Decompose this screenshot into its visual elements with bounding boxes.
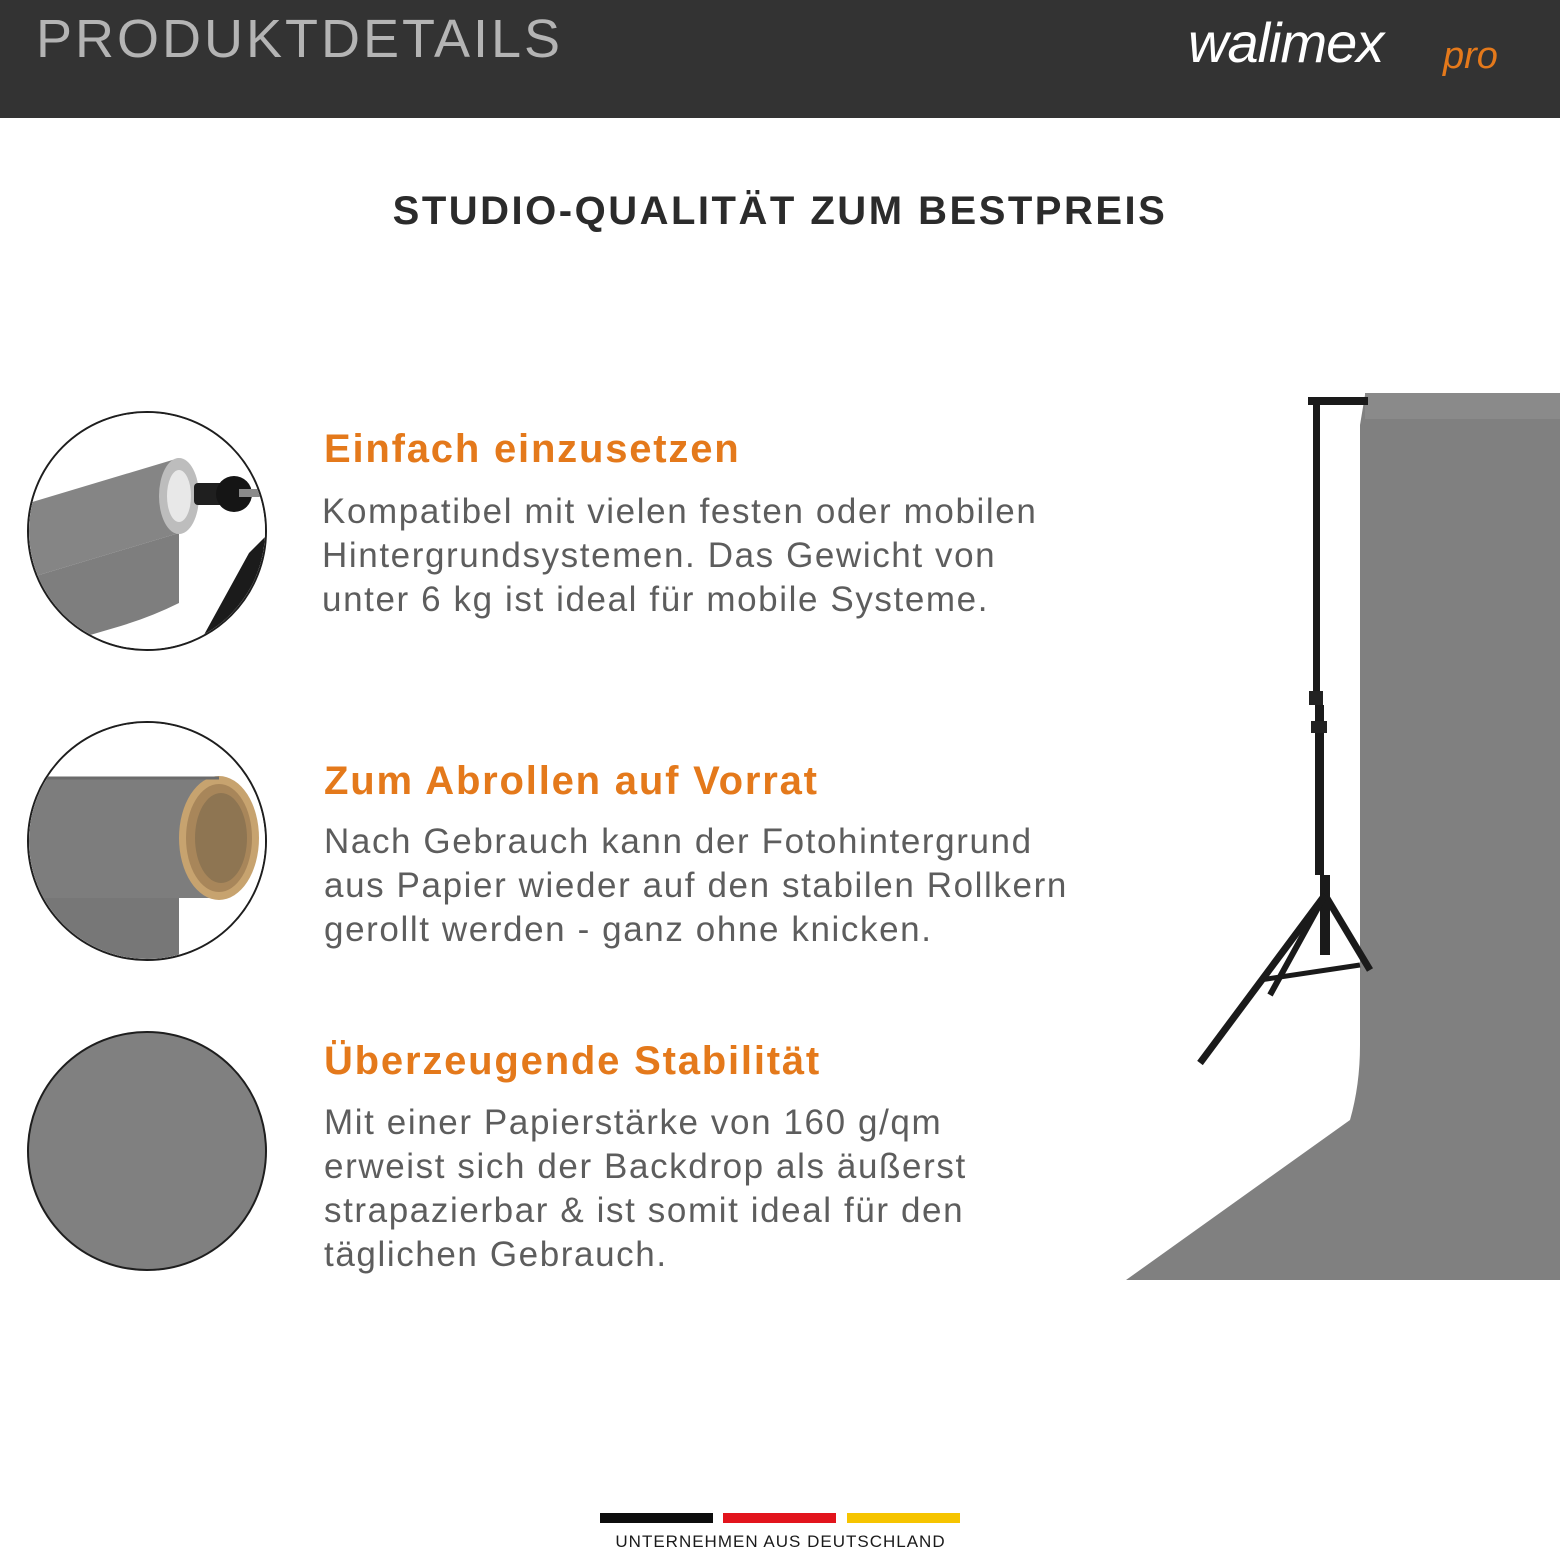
feature-text-1 bbox=[322, 490, 1162, 622]
backdrop-stand-image bbox=[1120, 385, 1560, 1285]
flag-stripe-gold bbox=[847, 1513, 960, 1523]
feature-text-1-line-1: Kompatibel mit vielen festen oder mobilen bbox=[322, 492, 1038, 531]
flag-stripe-black bbox=[600, 1513, 713, 1523]
feature-text-2 bbox=[324, 820, 1164, 952]
feature-text-3-line-4: täglichen Gebrauch. bbox=[324, 1235, 668, 1274]
brand-logo-sub: pro bbox=[1443, 35, 1498, 77]
feature-text-3-line-2: erweist sich der Backdrop als äußerst bbox=[324, 1147, 967, 1186]
feature-text-2-line-1: Nach Gebrauch kann der Fotohintergrund bbox=[324, 822, 1033, 861]
color-swatch-icon bbox=[27, 1031, 267, 1271]
brand-logo-main: walimex bbox=[1188, 11, 1384, 74]
feature-text-3-line-1: Mit einer Papierstärke von 160 g/qm bbox=[324, 1103, 943, 1142]
page-title: PRODUKTDETAILS bbox=[36, 9, 564, 69]
headline: STUDIO-QUALITÄT ZUM BESTPREIS bbox=[392, 189, 1168, 233]
roll-mount-icon bbox=[27, 411, 267, 651]
footer-text: UNTERNEHMEN AUS DEUTSCHLAND bbox=[615, 1532, 946, 1551]
brand-logo bbox=[1180, 4, 1530, 84]
feature-text-3 bbox=[324, 1101, 1164, 1277]
flag-stripe-red bbox=[723, 1513, 836, 1523]
feature-text-3-line-3: strapazierbar & ist somit ideal für den bbox=[324, 1191, 965, 1230]
feature-title-2: Zum Abrollen auf Vorrat bbox=[324, 759, 819, 803]
feature-text-1-line-3: unter 6 kg ist ideal für mobile Systeme. bbox=[322, 580, 990, 619]
feature-text-1-line-2: Hintergrundsystemen. Das Gewicht von bbox=[322, 536, 997, 575]
feature-text-2-line-2: aus Papier wieder auf den stabilen Rollkern bbox=[324, 866, 1068, 905]
feature-text-2-line-3: gerollt werden - ganz ohne knicken. bbox=[324, 910, 933, 949]
feature-title-3: Überzeugende Stabilität bbox=[324, 1039, 822, 1083]
feature-title-1: Einfach einzusetzen bbox=[324, 427, 741, 471]
paper-roll-core-icon bbox=[27, 721, 267, 961]
header-bar bbox=[0, 0, 1560, 118]
